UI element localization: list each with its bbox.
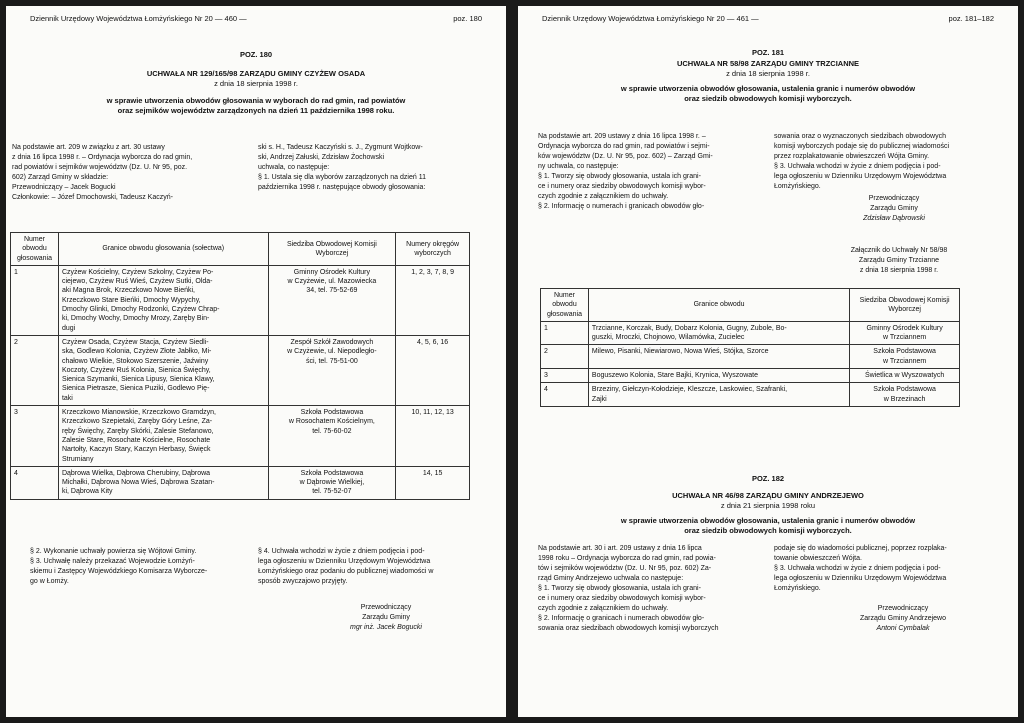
text-line: rząd Gminy Andrzejewo uchwala co następuje: — [538, 575, 684, 582]
header-title: Dziennik Urzędowy Województwa Łomżyńskiego Nr 20 — 460 — — [30, 14, 247, 23]
text-line: Na podstawie art. 209 w związku z art. 30 ustawy — [12, 144, 165, 151]
text-line: komisji wyborczych podaje się do publicznej wiadomości — [774, 143, 950, 150]
districts-table — [10, 232, 470, 500]
column-header: Granice obwodu głosowania (sołectwa) — [58, 233, 268, 266]
text-line: Na podstawie art. 209 ustawy z dnia 16 lipca 1998 r. – — [538, 133, 706, 140]
text-line: § 2. Informację o numerach i granicach obwodów gło- — [538, 203, 705, 210]
text-line: ski, Andrzej Załuski, Zdzisław Żochowski — [258, 154, 385, 161]
text-line: § 3. Uchwałę należy przekazać Wojewodzie Łomżyń- — [30, 558, 195, 565]
column-header: Numery okręgów wyborczych — [396, 233, 470, 266]
table-row — [11, 466, 470, 499]
body-column-3 — [538, 544, 766, 634]
text-line: § 1. Ustala się dla wyborów zarządzonych na dzień 11 — [258, 174, 426, 181]
text-line: Ordynacja wyborcza do rad gmin, rad powiatów i sejmi- — [538, 143, 710, 150]
district-boundaries: Milewo, Pisanki, Niewiarowo, Nowa Wieś, Stójka, Szorce — [588, 345, 849, 369]
constituency-numbers: 10, 11, 12, 13 — [396, 406, 470, 467]
signature-name: mgr inż. Jacek Bogucki — [350, 624, 422, 631]
resolution-date: z dnia 18 sierpnia 1998 r. — [214, 79, 298, 88]
district-number: 1 — [11, 265, 59, 335]
running-header — [542, 14, 994, 23]
text-line: czych zgodnie z załącznikiem do uchwały. — [538, 605, 669, 612]
table-header-row — [541, 289, 960, 322]
page-left — [6, 6, 506, 717]
resolution-subject: w sprawie utworzenia obwodów głosowania, ustalenia granic i numerów obwodów oraz siedzib obwodowych komisji wyborczych. — [620, 515, 916, 535]
text-line: § 2. Wykonanie uchwały powierza się Wójtowi Gminy. — [30, 548, 197, 555]
text-line: przez rozplakatowanie obwieszczeń Wójta Gminy. — [774, 153, 930, 160]
text-line: Załącznik do Uchwały Nr 58/98 — [850, 247, 948, 254]
table-header-row — [11, 233, 470, 266]
commission-seat: Szkoła Podstawowa w Dąbrowie Wielkiej, tel. 75-52-07 — [268, 466, 396, 499]
closing-column-2 — [258, 547, 498, 587]
commission-seat: Szkoła Podstawowa w Brzezinach — [850, 383, 960, 407]
table-row — [11, 406, 470, 467]
table-row — [11, 335, 470, 405]
text-line: tów i sejmików województw (Dz. U. Nr 95, poz. 602) Za- — [538, 565, 712, 572]
text-line: z dnia 18 sierpnia 1998 r. — [859, 267, 939, 274]
preamble-column-1 — [12, 143, 247, 203]
table-row — [541, 383, 960, 407]
signature-role: Przewodniczący — [868, 195, 920, 202]
resolution-heading — [6, 50, 506, 117]
preamble-column-2 — [258, 143, 498, 193]
text-line: ce i numery oraz siedziby obwodowych komisji wybor- — [538, 595, 706, 602]
text-line: sposób zwyczajowo przyjęty. — [258, 578, 348, 585]
text-line: lega ogłoszeniu w Dzienniku Urzędowym Województwa — [774, 575, 947, 582]
resolution-subject: w sprawie utworzenia obwodów głosowania, ustalenia granic i numerów obwodów oraz siedzib obwodowych komisji wyborczych. — [620, 83, 916, 103]
header-title: Dziennik Urzędowy Województwa Łomżyńskiego Nr 20 — 461 — — [542, 14, 759, 23]
signature-block — [814, 194, 974, 224]
text-line: § 1. Tworzy się obwody głosowania, ustala ich grani- — [538, 585, 701, 592]
table-row — [541, 321, 960, 345]
text-line: sowania oraz o wyznaczonych siedzibach obwodowych — [774, 133, 946, 140]
annex-heading — [814, 246, 984, 276]
district-number: 4 — [541, 383, 589, 407]
position-number: POZ. 182 — [751, 474, 785, 483]
constituency-numbers: 14, 15 — [396, 466, 470, 499]
commission-seat: Zespół Szkół Zawodowych w Czyżewie, ul. Niepodległo- ści, tel. 75-51-00 — [268, 335, 396, 405]
text-line: Członkowie: – Józef Dmochowski, Tadeusz Kaczyń- — [12, 194, 173, 201]
text-line: skiemu i Zastępcy Wojewódzkiego Komisarza Wyborcze- — [30, 568, 208, 575]
column-header: Numer obwodu głosowania — [11, 233, 59, 266]
column-header: Granice obwodu — [588, 289, 849, 322]
text-line: ków województw (Dz. U. Nr 95, poz. 602) – Zarząd Gmi- — [538, 153, 713, 160]
district-boundaries: Trzcianne, Korczak, Budy, Dobarz Kolonia, Gugny, Zubole, Bo- guszki, Mroczki, Chojnowo, Wilamówka, Zucielec — [588, 321, 849, 345]
district-number: 2 — [541, 345, 589, 369]
text-line: sowania oraz siedzibach obwodowych komisji wyborczych — [538, 625, 719, 632]
text-line: § 1. Tworzy się obwody głosowania, ustala ich grani- — [538, 173, 701, 180]
position-number: POZ. 181 — [751, 48, 785, 57]
resolution-title: UCHWAŁA NR 46/98 ZARZĄDU GMINY ANDRZEJEWO — [672, 490, 864, 500]
text-line: § 3. Uchwała wchodzi w życie z dniem podjęcia i pod- — [774, 565, 941, 572]
text-line: podaje się do wiadomości publicznej, poprzez rozplaka- — [774, 545, 947, 552]
district-number: 1 — [541, 321, 589, 345]
text-line: Przewodniczący – Jacek Bogucki — [12, 184, 116, 191]
resolution-heading — [518, 48, 1018, 105]
district-number: 2 — [11, 335, 59, 405]
table-row — [541, 369, 960, 383]
resolution-title: UCHWAŁA NR 129/165/98 ZARZĄDU GMINY CZYŻEW OSADA — [146, 68, 366, 78]
text-line: Łomżyńskiego. — [774, 183, 821, 190]
signature-block — [306, 603, 466, 633]
signature-body: Zarządu Gminy — [362, 614, 410, 621]
page-right — [518, 6, 1018, 717]
body-column-1 — [538, 132, 766, 212]
constituency-numbers: 4, 5, 6, 16 — [396, 335, 470, 405]
running-header — [30, 14, 482, 23]
commission-seat: Gminny Ośrodek Kultury w Czyżewie, ul. Mazowiecka 34, tel. 75-52-69 — [268, 265, 396, 335]
text-line: Zarządu Gminy Trzcianne — [858, 257, 940, 264]
districts-table — [540, 288, 960, 407]
resolution-title: UCHWAŁA NR 58/98 ZARZĄDU GMINY TRZCIANNE — [676, 58, 860, 68]
text-line: 1998 roku – Ordynacja wyborcza do rad gmin, rad powia- — [538, 555, 716, 562]
commission-seat: Szkoła Podstawowa w Trzciannem — [850, 345, 960, 369]
signature-body: Zarządu Gminy — [870, 205, 918, 212]
resolution-date: z dnia 21 sierpnia 1998 roku — [720, 501, 816, 510]
table-row — [11, 265, 470, 335]
district-number: 3 — [541, 369, 589, 383]
text-line: uchwala, co następuje: — [258, 164, 330, 171]
text-line: października 1998 r. następujące obwody głosowania: — [258, 184, 426, 191]
text-line: Łomżyńskiego oraz podaniu do publicznej wiadomości w — [258, 568, 434, 575]
resolution-subject: w sprawie utworzenia obwodów głosowania w wyborach do rad gmin, rad powiatów oraz sejmików województw zarządzonych na dzień 11 października 1998 roku. — [106, 95, 406, 115]
text-line: czych zgodnie z załącznikiem do uchwały. — [538, 193, 669, 200]
body-column-2 — [774, 132, 1004, 192]
text-line: § 4. Uchwała wchodzi w życie z dniem podjęcia i pod- — [258, 548, 425, 555]
constituency-numbers: 1, 2, 3, 7, 8, 9 — [396, 265, 470, 335]
column-header: Siedziba Obwodowej Komisji Wyborczej — [850, 289, 960, 322]
text-line: go w Łomży. — [30, 578, 69, 585]
text-line: Na podstawie art. 30 i art. 209 ustawy z dnia 16 lipca — [538, 545, 702, 552]
commission-seat: Świetlica w Wyszowatych — [850, 369, 960, 383]
text-line: ce i numery oraz siedziby obwodowych komisji wybor- — [538, 183, 706, 190]
resolution-heading-2 — [518, 474, 1018, 537]
resolution-date: z dnia 18 sierpnia 1998 r. — [726, 69, 810, 78]
header-position: poz. 180 — [453, 14, 482, 23]
district-boundaries: Krzeczkowo Mianowskie, Krzeczkowo Gramdzyn, Krzeczkowo Szepietaki, Zaręby Góry Leśne, Za- ręby Święchy, Zaręby Skórki, Zalesie Stefanowo, Zalesie Stare, Rosochate Kościelne, Rosochate Nartołty, Kaczyn Stary, Kaczyn Herbasy, Święck Strumiany — [58, 406, 268, 467]
text-line: ny uchwala, co następuje: — [538, 163, 619, 170]
district-boundaries: Czyżew Kościelny, Czyżew Szkolny, Czyżew Po- ciejewo, Czyżew Ruś Wieś, Czyżew Sutki, Olda- aki Magna Brok, Krzeczkowo Nowe Bieńki, Krzeczkowo Stare Bieńki, Dmochy Wypychy, Dmochy Glinki, Dmochy Rodzonki, Czyżew Chrap- ki, Dmochy Wochy, Dmochy Mrozy, Zaręby Bin- dugi — [58, 265, 268, 335]
text-line: towanie obwieszczeń Wójta. — [774, 555, 862, 562]
district-boundaries: Boguszewo Kolonia, Stare Bajki, Krynica, Wyszowate — [588, 369, 849, 383]
header-position: poz. 181–182 — [948, 14, 994, 23]
commission-seat: Gminny Ośrodek Kultury w Trzciannem — [850, 321, 960, 345]
district-number: 3 — [11, 406, 59, 467]
signature-role: Przewodniczący — [360, 604, 412, 611]
signature-name: Antoni Cymbalak — [876, 625, 930, 632]
closing-column-1 — [30, 547, 250, 587]
district-boundaries: Dąbrowa Wielka, Dąbrowa Cherubiny, Dąbrowa Michałki, Dąbrowa Nowa Wieś, Dąbrowa Szatan- ki, Dąbrowa Kity — [58, 466, 268, 499]
position-number: POZ. 180 — [239, 50, 273, 59]
signature-name: Zdzisław Dąbrowski — [863, 215, 925, 222]
table-row — [541, 345, 960, 369]
district-boundaries: Czyżew Osada, Czyżew Stacja, Czyżew Siedli- ska, Godlewo Kolonia, Czyżew Złote Jabłko, Mi- chałowo Wielkie, Stokowo Szerszenie, Jaźwiny Koczoty, Czyżew Ruś Kolonia, Sienica Święchy, Sienica Szymanki, Sienica Lipusy, Sienica Klawy, Sienica Pietraszе, Sienica Puziki, Godlewo Pię- taki — [58, 335, 268, 405]
district-number: 4 — [11, 466, 59, 499]
text-line: § 2. Informację o granicach i numerach obwodów gło- — [538, 615, 705, 622]
signature-body: Zarządu Gminy Andrzejewo — [860, 615, 946, 622]
signature-block-2 — [818, 604, 988, 634]
text-line: Łomżyńskiego. — [774, 585, 821, 592]
signature-role: Przewodniczący — [877, 605, 929, 612]
commission-seat: Szkoła Podstawowa w Rosochatem Kościelnym, tel. 75-60-02 — [268, 406, 396, 467]
column-header: Numer obwodu głosowania — [541, 289, 589, 322]
text-line: 602) Zarząd Gminy w składzie: — [12, 174, 109, 181]
text-line: § 3. Uchwała wchodzi w życie z dniem podjęcia i pod- — [774, 163, 941, 170]
column-header: Siedziba Obwodowej Komisji Wyborczej — [268, 233, 396, 266]
text-line: rad powiatów i sejmików województw (Dz. U. Nr 95, poz. — [12, 164, 188, 171]
text-line: lega ogłoszeniu w Dzienniku Urzędowym Województwa — [258, 558, 431, 565]
district-boundaries: Brzeziny, Giełczyn-Kołodzieje, Kleszcze, Laskowiec, Szafranki, Zajki — [588, 383, 849, 407]
text-line: ski s. H., Tadeusz Kaczyński s. J., Zygmunt Wojtkow- — [258, 144, 423, 151]
body-column-4 — [774, 544, 1004, 594]
text-line: z dnia 16 lipca 1998 r. – Ordynacja wyborcza do rad gmin, — [12, 154, 193, 161]
text-line: lega ogłoszeniu w Dzienniku Urzędowym Województwa — [774, 173, 947, 180]
